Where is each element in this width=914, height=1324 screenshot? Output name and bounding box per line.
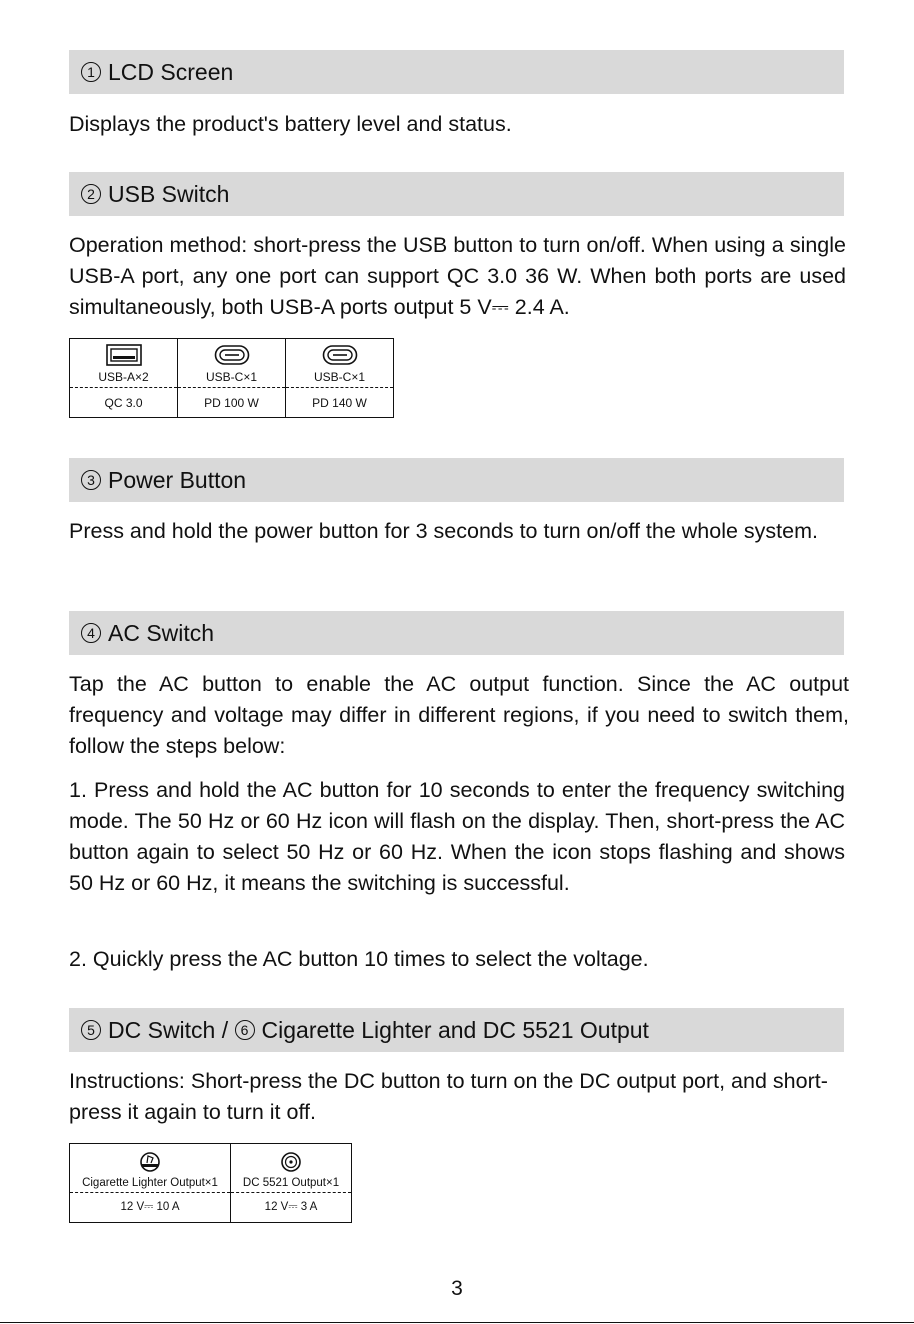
port-spec: PD 100 W: [178, 388, 286, 418]
usb-c-port-icon: [178, 344, 285, 368]
dc-outputs-table: [69, 1143, 352, 1223]
dc-5521-cell: [231, 1144, 352, 1193]
port-spec: PD 140 W: [286, 388, 394, 418]
dc-description: Instructions: Short-press the DC button to turn on the DC output port, and short-press it again to turn it off.: [69, 1069, 828, 1124]
lcd-description: Displays the product's battery level and status.: [69, 112, 512, 136]
page-number: 3: [451, 1277, 463, 1300]
section-header-usb-switch: [69, 172, 844, 216]
section-number: 4: [81, 623, 101, 643]
section-title: USB Switch: [108, 180, 230, 207]
ac-step-1: 1. Press and hold the AC button for 10 seconds to enter the frequency switching mode. The 50 Hz or 60 Hz icon will flash on the display. Then, short-press the AC button again to select 50 Hz or 60 Hz. When the icon stops flashing and shows 50 Hz or 60 Hz, it means the switching is successful.: [69, 778, 845, 895]
section-number: 1: [81, 62, 101, 82]
output-spec: 12 V⎓ 10 A: [70, 1193, 231, 1223]
output-label: DC 5521 Output×1: [242, 1177, 340, 1189]
port-spec: QC 3.0: [70, 388, 178, 418]
usb-c-port-icon: [286, 344, 393, 368]
ac-step-2: 2. Quickly press the AC button 10 times to select the voltage.: [69, 947, 649, 971]
section-header-power-button: [69, 458, 844, 502]
port-label: USB-C×1: [205, 370, 258, 384]
section-title: Power Button: [108, 466, 247, 493]
usb-c-cell: [286, 339, 394, 388]
port-label: USB-C×1: [313, 370, 366, 384]
dc-5521-port-icon: [231, 1151, 351, 1175]
port-label: USB-A×2: [98, 370, 149, 384]
section-title: DC Switch /: [108, 1016, 235, 1043]
output-label: Cigarette Lighter Output×1: [82, 1177, 218, 1189]
section-number: 2: [81, 184, 101, 204]
cigarette-lighter-icon: [70, 1151, 230, 1175]
section-title: Cigarette Lighter and DC 5521 Output: [261, 1016, 649, 1043]
section-number: 3: [81, 470, 101, 490]
section-title: LCD Screen: [108, 58, 234, 85]
usb-ports-table: [69, 338, 394, 418]
ac-intro: Tap the AC button to enable the AC output function. Since the AC output frequency and voltage may differ in different regions, if you need to switch them, follow the steps below:: [69, 672, 849, 758]
section-number: 6: [235, 1020, 255, 1040]
usb-c-cell: [178, 339, 286, 388]
output-spec: 12 V⎓ 3 A: [231, 1193, 352, 1223]
section-header-dc-switch: [69, 1008, 844, 1052]
footer-divider: [0, 1322, 914, 1323]
power-description: Press and hold the power button for 3 seconds to turn on/off the whole system.: [69, 519, 818, 543]
section-number: 5: [81, 1020, 101, 1040]
cigarette-lighter-cell: [70, 1144, 231, 1193]
section-title: AC Switch: [108, 619, 215, 646]
usb-a-port-icon: [70, 344, 177, 368]
section-header-lcd-screen: [69, 50, 844, 94]
usb-description: Operation method: short-press the USB button to turn on/off. When using a single USB-A port, any one port can support QC 3.0 36 W. When both ports are used simultaneously, both USB-A ports output 5 V⎓ 2.4 A.: [69, 233, 846, 319]
section-header-ac-switch: [69, 611, 844, 655]
usb-a-cell: [70, 339, 178, 388]
